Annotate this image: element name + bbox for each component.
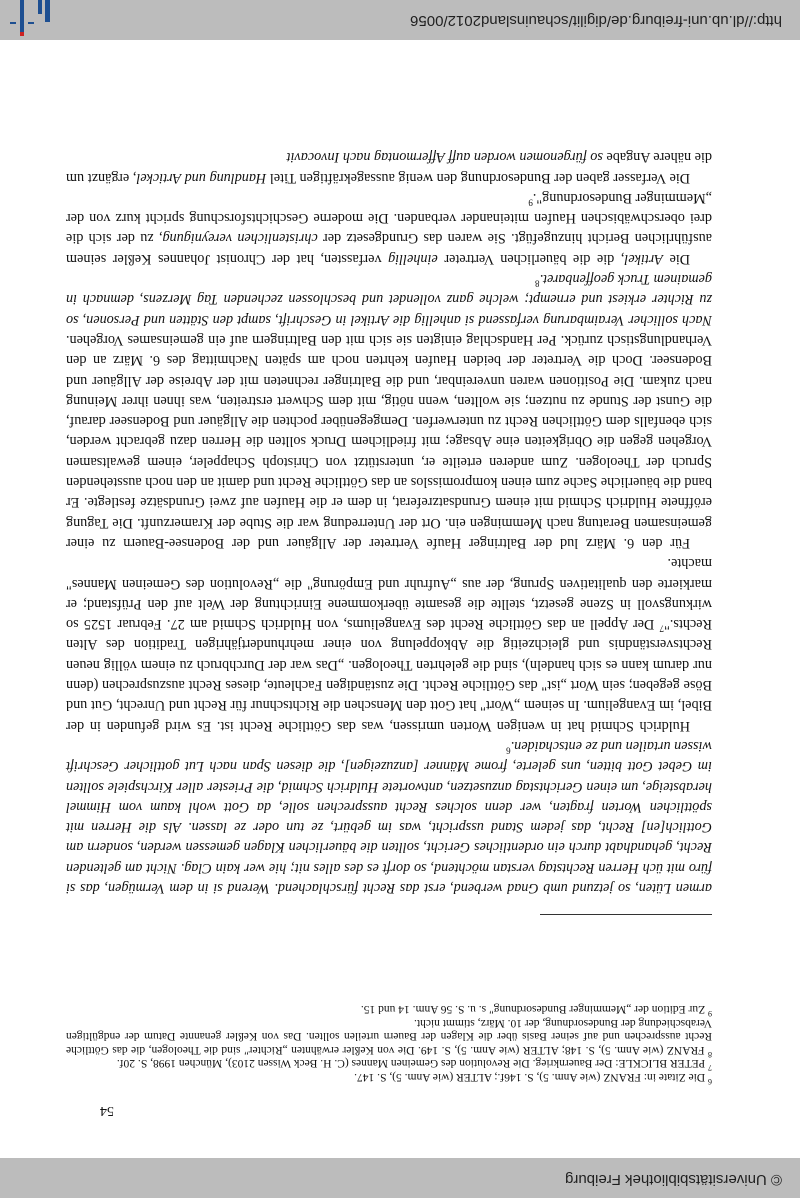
- paragraph-text: Huldrich Schmid hat in wenigen Worten umrissen, was das Göttliche Recht ist. Es wird gefunden in der Bibel, im Evangelium. In seinem „Wort" hat Gott den Menschen die Richtschnur für Recht und Unrecht, Gut und Böse gegeben; sein Wort „ist" das Göttliche Recht. Die zuständigen Fachleute, dieses Recht auszusprechen (denn nur darum kann es sich handeln), sind die gelehrten Theologen. „Das war der Durchbruch zu einem völlig neuen Rechtsverständnis und gleichzeitig die Abkoppelung von einer mehrhundertjährigen Tradition des Alten Rechts.": [66, 616, 712, 734]
- paragraph-text: Der Appell an das Göttliche Recht des Evangeliums, von Huldrich Schmid am 27. Februar 1525 so wirkungsvoll in Szene gesetzt, stellte die gesamte überkommene Einrichtung der Welt auf den Prüfstand; er markierte den qualitativen Sprung, der aus „Aufruhr und Empörung" die „Revolution des Gemeinen Mannes" machte.: [66, 555, 712, 633]
- footnote-mark: 9: [708, 1008, 712, 1018]
- paragraph-text: , zu der sich die drei oberschwäbischen Haufen miteinander verbanden. Die moderne Geschichtsforschung spricht kurz von der „Memminger Bundesordnung".: [66, 189, 712, 247]
- quoted-source-text: Nach sollicher Veraimbarung verfassend si anhellig die Artikel in Geschrift, sampt den Stätten und Personen, so zu Richter erkiest und ernempt; welche ganz vollendet und beschlossen zechenden Tag Merzens, demnach in gemainem Truck geoffenbaret.: [66, 271, 712, 328]
- footnote: [66, 1056, 712, 1073]
- paragraph-text: , die die bäuerlichen Vertreter: [437, 250, 625, 267]
- quoted-source-text: Handlung und Artickel: [136, 169, 267, 186]
- footnote-mark: 6: [708, 1076, 712, 1086]
- footnote: [66, 1069, 712, 1086]
- ub-freiburg-logo-icon: [0, 0, 64, 40]
- quoted-source-text: so fürgenomen worden auff Affermontag nach Invocavit: [286, 149, 603, 166]
- footnotes-section: [66, 1001, 712, 1086]
- paragraph-text: , ergänzt um die nähere Angabe: [66, 149, 712, 186]
- footer-band: [0, 0, 800, 40]
- footnote-reference: 8: [535, 278, 540, 289]
- footnote-mark: 8: [708, 1049, 712, 1059]
- footnote-mark: 7: [708, 1063, 712, 1073]
- footnote-reference: 9: [528, 197, 533, 208]
- quoted-source-text: einhellig: [388, 250, 438, 267]
- footnote-text: FRANZ (wie Anm. 5), S. 148; ALTER (wie Anm. 5), S. 149. Die von Keßler erwähnten „Richter" sind die Theologen, die das Göttliche Recht aussprechen und auf seiner Basis über die Klagen der Bauern urteilen sollten. Das von Keßler genannte Datum der endgültigen Verabschiedung der Bundesordnung, der 10. März, stimmt nicht.: [66, 1016, 712, 1056]
- footnote-text: PETER BLICKLE: Der Bauernkrieg. Die Revolution des Gemeinen Mannes (C. H. Beck Wissen 2103), München 1998, S. 20f.: [116, 1057, 708, 1070]
- body-paragraph: [66, 269, 712, 553]
- body-paragraph: [66, 147, 712, 188]
- quoted-source-text: christenlichen vereynigung: [162, 230, 318, 247]
- footnote-reference: 7: [659, 623, 665, 634]
- page-number: 54: [100, 1103, 114, 1118]
- footnote-text: Die Zitate in: FRANZ (wie Anm. 5), S. 146f.; ALTER (wie Anm. 5), S. 147.: [354, 1071, 708, 1083]
- footnote: [66, 1015, 712, 1059]
- footnote: [66, 1001, 712, 1018]
- body-paragraph: [66, 188, 712, 269]
- footnote-text: Zur Edition der „Memminger Bundesordnung" s. u. S. 56 Anm. 14 und 15.: [360, 1003, 708, 1016]
- body-text: [66, 147, 712, 898]
- quoted-source-text: armen Lüten, so jetzund umb Gnad werbend, erst das Recht fürschlachend. Werend si in dem Vermügen, das si füro mit üch Herren Rechtstag verstan möchtend, so dorft es des alles nit; hie wer kain Clag. Nicht am geltenden Recht, gehandhabt durch ein ordentliches Gericht, sollten die bäuerlichen Klagen gemessen werden, sondern am Gottlich[en] Recht, das jedem Stand usspricht, was im gebürt, ze tun oder ze lassen. Als die Herren mit spöttlichen Worten fragten, wer denn solches Recht aussprechen solle, da Gott wohl kaum vom Himmel herabsteige, um einen Gerichtstag anzusetzen, antwortete Huldrich Schmid, die Priester aller Kirchspiele sollten im Gebet Gott bitten, uns gelerte, frome Männer [anzuzeigen], die diesen Span nach Lut gottlicher Geschrift wissen urtailen und ze entschaiden.: [66, 737, 712, 896]
- body-paragraph: [66, 736, 712, 898]
- header-band: [0, 1158, 800, 1198]
- paragraph-text: verfassten, hat der Chronist Johannes Keßler seinem ausführlichen Bericht hinzugefügt. Sie waren das Grundgesetz der: [66, 230, 712, 267]
- footnote-separator: [540, 914, 712, 915]
- source-url-link[interactable]: http://dl.ub.uni-freiburg.de/digilit/schauinsland2012/0056: [410, 12, 782, 29]
- paragraph-text: Die: [662, 250, 690, 267]
- paragraph-text: Die Verfasser gaben der Bundesordnung den wenig aussagekräftigen Titel: [266, 169, 690, 186]
- header-copyright: © Universitätsbibliothek Freiburg: [565, 1171, 782, 1188]
- body-paragraph: [66, 553, 712, 736]
- footnote-reference: 6: [506, 745, 511, 756]
- paragraph-text: Für den 6. März lud der Baltringer Haufe Vertreter der Allgäuer und der Bodensee-Bauern zu einer gemeinsamen Beratung nach Memmingen ein. Ort der Unterredung war die Stube der Kramerzunft. Die Tagung eröffnete Huldrich Schmid mit einem Grundsatzreferat, in dem er die Haufen auf zwei Grundsätze festlegte. Er band die bäuerliche Sache zum einen kompromisslos an das Göttliche Recht und damit an den noch ausstehenden Spruch der Theologen. Zum anderen erteilte er, unterstützt von Christoph Schappeler, einem gewaltsamen Vorgehen gegen die Obrigkeiten eine Absage; mit friedlichem Druck sollten die Herren dazu gebracht werden, sich ebenfalls dem Göttlichen Recht zu unterwerfen. Demgegenüber pochten die Allgäuer und Bodenseer darauf, die Gunst der Stunde zu nutzen; sie wollten, wenn nötig, mit dem Schwert erstreiten, was ihnen ihrer Meinung nach zukam. Die Positionen waren unvereinbar, und die Baltringer rechneten mit der Abreise der Allgäuer und Bodenseer. Doch die Vertreter der beiden Haufen kehrten noch am späten Nachmittag des 6. März an den Verhandlungstisch zurück. Per Handschlag einigten sie sich mit den Baltringern auf ein gemeinsames Vorgehen.: [66, 331, 712, 551]
- quoted-source-text: Artikel: [624, 250, 663, 267]
